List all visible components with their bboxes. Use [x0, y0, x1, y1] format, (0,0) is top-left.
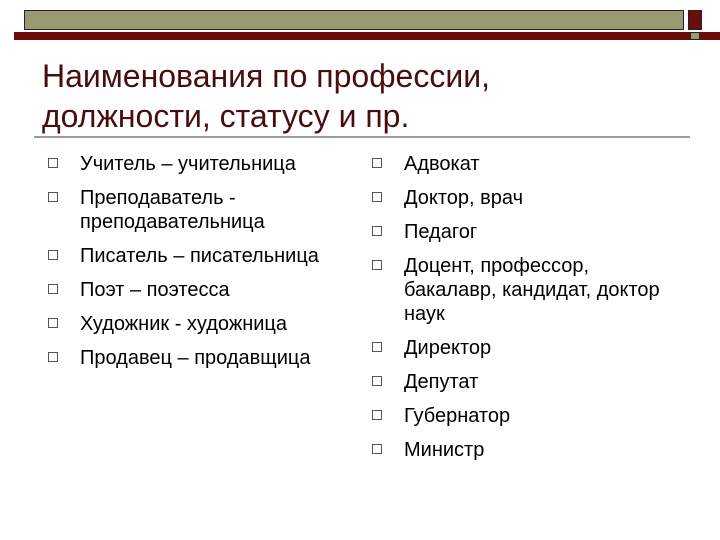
list-item-text: Преподаватель - преподавательница	[80, 187, 265, 233]
list-item	[370, 336, 680, 360]
banner-maroon-square	[688, 10, 702, 30]
list-item-text: Доцент, профессор, бакалавр, кандидат, доктор наук	[404, 255, 660, 325]
square-bullet-icon	[372, 410, 382, 420]
list-item	[370, 186, 680, 210]
square-bullet-icon	[372, 226, 382, 236]
list-item	[370, 152, 680, 176]
list-item-text: Художник - художница	[80, 313, 288, 335]
list-item-text: Директор	[404, 337, 492, 359]
list-item	[46, 152, 356, 176]
banner-olive-bar	[24, 10, 684, 30]
list-item-text: Доктор, врач	[404, 187, 524, 209]
list-item	[46, 312, 356, 336]
list-item	[370, 254, 680, 326]
square-bullet-icon	[372, 376, 382, 386]
list-item	[46, 278, 356, 302]
right-bullet-list	[370, 152, 680, 472]
square-bullet-icon	[48, 158, 58, 168]
banner-maroon-line	[14, 32, 720, 40]
list-item	[370, 220, 680, 244]
list-item-text: Поэт – поэтесса	[80, 279, 230, 301]
list-item-text: Писатель – писательница	[80, 245, 319, 267]
square-bullet-icon	[48, 192, 58, 202]
square-bullet-icon	[372, 260, 382, 270]
square-bullet-icon	[48, 352, 58, 362]
title-divider	[34, 136, 690, 138]
list-item	[46, 244, 356, 268]
list-item-text: Адвокат	[404, 153, 480, 175]
square-bullet-icon	[372, 158, 382, 168]
list-item	[370, 370, 680, 394]
list-item-text: Депутат	[404, 371, 479, 393]
square-bullet-icon	[372, 192, 382, 202]
list-item-text: Продавец – продавщица	[80, 347, 311, 369]
square-bullet-icon	[372, 444, 382, 454]
square-bullet-icon	[48, 318, 58, 328]
top-decorative-banner	[0, 0, 720, 40]
list-item	[370, 404, 680, 428]
list-item-text: Учитель – учительница	[80, 153, 296, 175]
banner-olive-square	[690, 32, 700, 40]
list-item	[46, 346, 356, 370]
square-bullet-icon	[48, 250, 58, 260]
list-item-text: Губернатор	[404, 405, 511, 427]
left-bullet-list	[46, 152, 356, 380]
slide-title: Наименования по профессии, должности, статусу и пр.	[42, 58, 490, 134]
list-item	[46, 186, 356, 234]
list-item	[370, 438, 680, 462]
list-item-text: Министр	[404, 439, 485, 461]
list-item-text: Педагог	[404, 221, 478, 243]
square-bullet-icon	[372, 342, 382, 352]
square-bullet-icon	[48, 284, 58, 294]
